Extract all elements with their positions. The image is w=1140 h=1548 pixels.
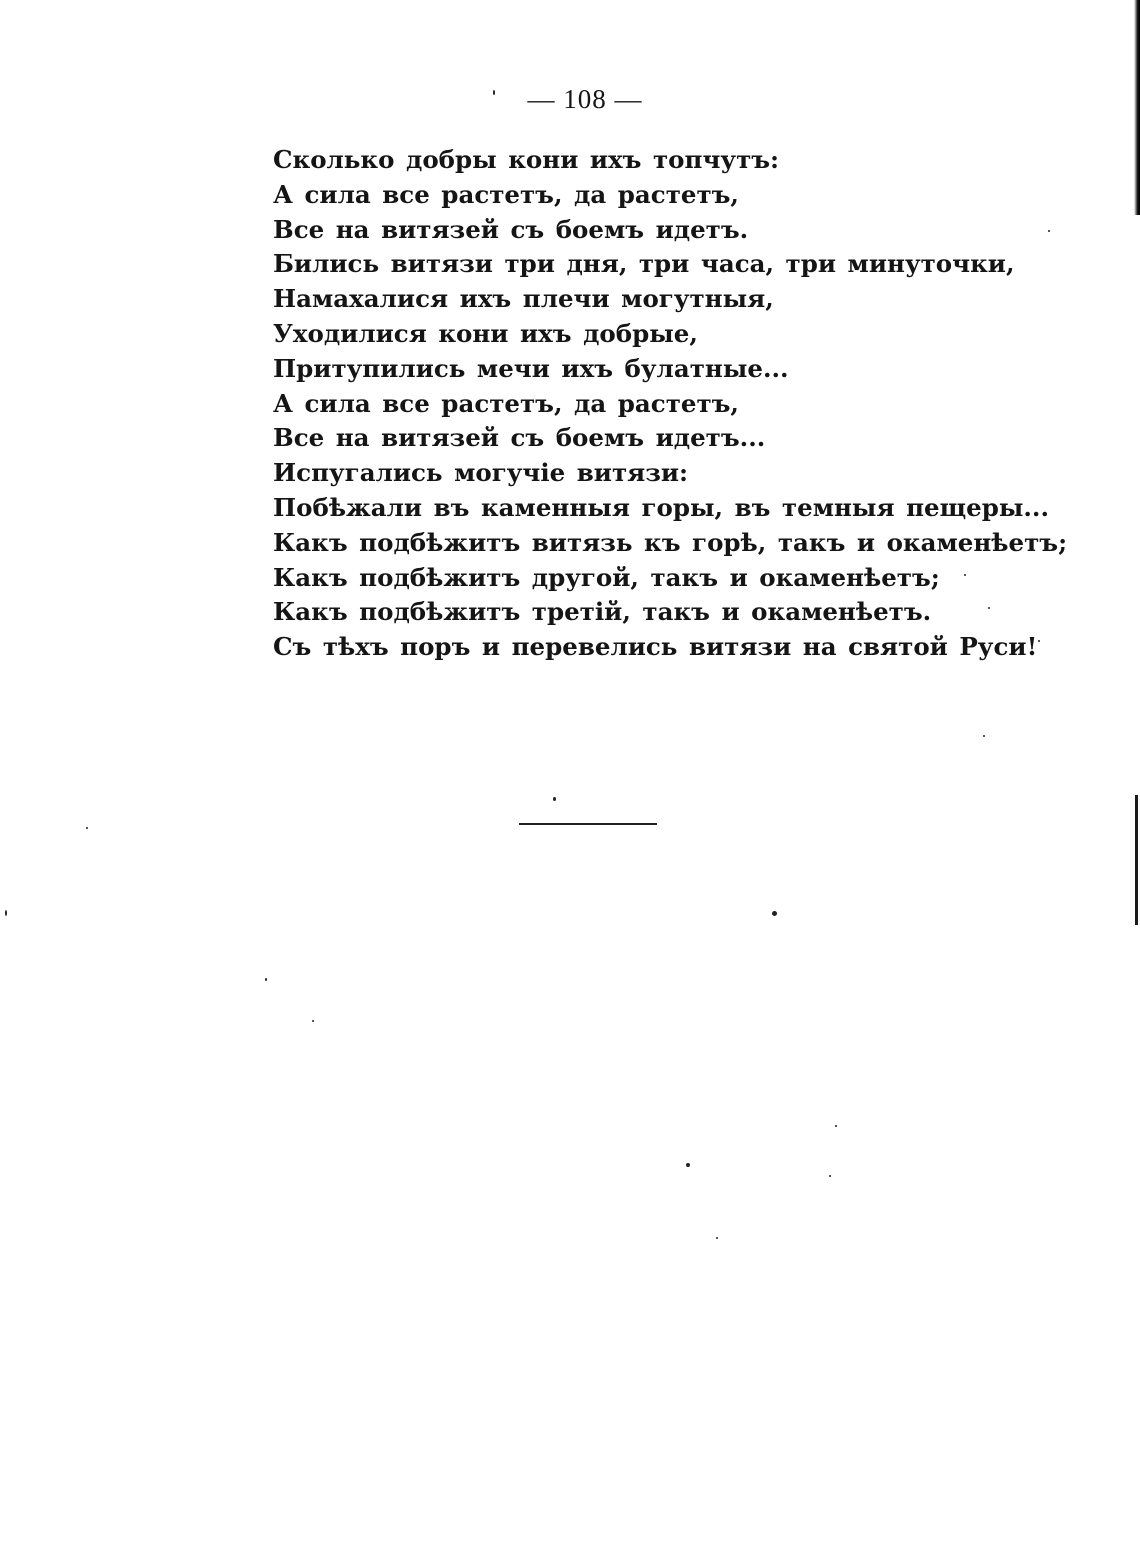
poem-line: Все на витязей съ боемъ идетъ... [273,423,766,453]
poem-line: Побѣжали въ каменныя горы, въ темныя пещеры... [273,492,1049,522]
poem-line: Испугались могучіе витязи: [273,458,689,488]
binding-edge-mark [1135,795,1138,925]
scan-speck [772,911,777,916]
section-divider-rule [519,823,657,825]
poem-line: Какъ подбѣжитъ другой, такъ и окаменѣетъ; [273,562,940,592]
poem-line: Сколько добры кони ихъ топчутъ: [273,145,780,174]
poem-line: Съ тѣхъ поръ и перевелись витязи на святой Руси! [273,632,1038,662]
scan-speck [1038,640,1040,642]
scan-speck [312,1020,314,1022]
scan-speck [829,1175,831,1177]
scan-speck [493,90,495,95]
scan-speck [983,735,985,737]
poem-line: Намахалися ихъ плечи могутныя, [273,284,774,314]
poem-line: А сила все растетъ, да растетъ, [273,179,739,209]
poem-line: Какъ подбѣжитъ витязь къ горѣ, такъ и окаменѣетъ; [273,527,1068,557]
poem-line: Бились витязи три дня, три часа, три минуточки, [273,249,1015,279]
poem-line: Уходилися кони ихъ добрые, [273,318,698,348]
scan-speck [716,1237,718,1239]
page-number: — 108 — [527,84,643,114]
poem-text [273,143,1068,665]
scan-speck [964,574,966,576]
scan-speck [265,978,267,981]
poem-line: Все на витязей съ боемъ идетъ. [273,214,749,244]
poem-line: Притупились мечи ихъ булатные... [273,353,789,383]
scan-speck [553,797,556,801]
scan-speck [686,1163,690,1167]
scan-speck [5,910,7,916]
poem-line: А сила все растетъ, да растетъ, [273,388,739,418]
scan-speck [1048,230,1050,232]
poem-line: Какъ подбѣжитъ третій, такъ и окаменѣетъ. [273,597,932,627]
scan-speck [988,607,990,609]
scan-speck [86,827,88,829]
scan-speck [835,1125,837,1127]
